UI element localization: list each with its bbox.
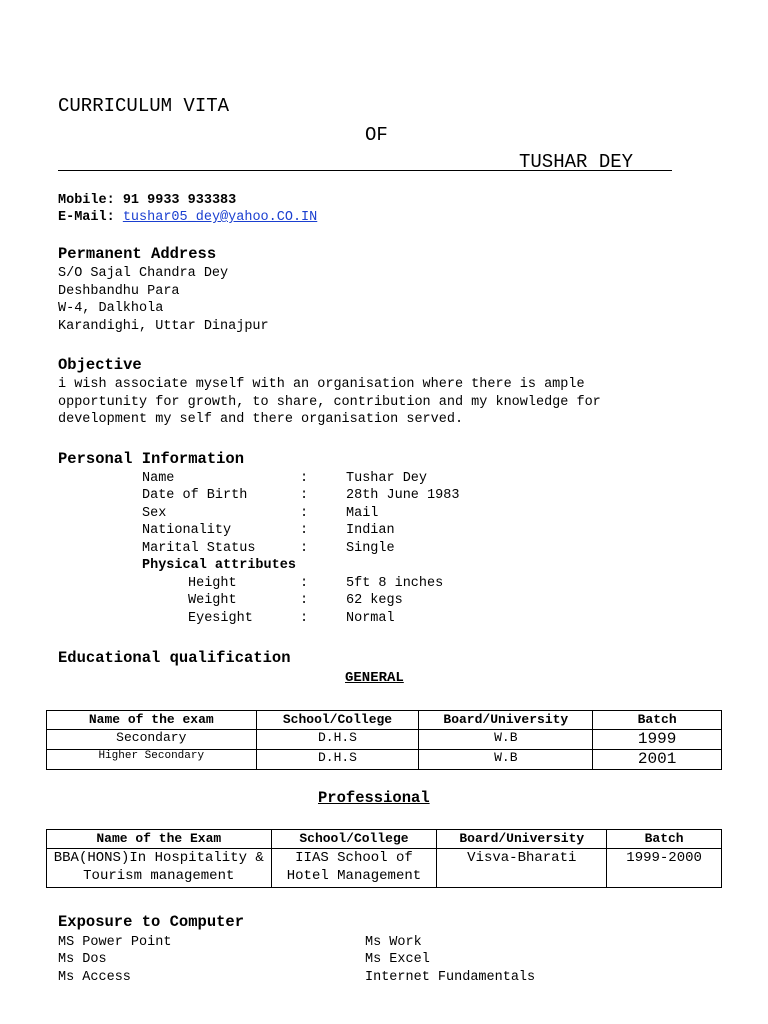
table-cell: W.B [419, 750, 593, 770]
mobile-label: Mobile: [58, 193, 115, 208]
table-header-cell: Name of the Exam [47, 830, 272, 849]
table-cell: D.H.S [256, 750, 419, 770]
personal-separator: : [300, 471, 309, 486]
address-line: Karandighi, Uttar Dinajpur [58, 319, 269, 334]
table-header-cell: Board/University [437, 830, 607, 849]
table-row [47, 730, 722, 750]
personal-value: Mail [346, 506, 379, 521]
physical-label: Weight [188, 593, 237, 608]
computer-skill: Ms Dos [58, 952, 107, 967]
personal-separator: : [300, 488, 309, 503]
email-line [58, 209, 317, 227]
physical-heading: Physical attributes [142, 558, 296, 573]
education-heading: Educational qualification [58, 649, 291, 667]
personal-value: 28th June 1983 [346, 488, 460, 503]
table-header-cell: Board/University [419, 711, 593, 730]
objective-line: development my self and there organisation served. [58, 412, 464, 427]
personal-separator: : [300, 541, 309, 556]
computer-skill: MS Power Point [58, 935, 172, 950]
professional-heading: Professional [318, 789, 430, 807]
personal-label: Nationality [142, 523, 232, 538]
table-header-cell: School/College [256, 711, 419, 730]
table-cell: Visva-Bharati [437, 849, 607, 888]
physical-value: 62 kegs [346, 593, 403, 608]
table-header-cell: Batch [593, 711, 722, 730]
computer-skill: Ms Access [58, 970, 131, 985]
table-header-cell: Name of the exam [47, 711, 257, 730]
address-line: Deshbandhu Para [58, 284, 180, 299]
candidate-name: TUSHAR DEY [519, 151, 634, 173]
physical-separator: : [300, 576, 309, 591]
objective-heading: Objective [58, 356, 142, 374]
computer-heading: Exposure to Computer [58, 913, 245, 931]
table-header-row [47, 830, 722, 849]
table-row [47, 750, 722, 770]
personal-label: Date of Birth [142, 488, 248, 503]
physical-value: 5ft 8 inches [346, 576, 444, 591]
address-line: W-4, Dalkhola [58, 301, 164, 316]
personal-heading: Personal Information [58, 450, 245, 468]
computer-skill: Ms Excel [365, 952, 430, 967]
table-cell: W.B [419, 730, 593, 750]
general-heading: GENERAL [345, 670, 404, 686]
table-header-cell: Batch [607, 830, 722, 849]
mobile-line [58, 192, 236, 210]
table-cell: BBA(HONS)In Hospitality & Tourism management [47, 849, 272, 888]
personal-separator: : [300, 523, 309, 538]
mobile-value: 91 9933 933383 [122, 193, 237, 208]
address-line: S/O Sajal Chandra Dey [58, 266, 229, 281]
table-cell: D.H.S [256, 730, 419, 750]
table-header-cell: School/College [271, 830, 437, 849]
table-cell: 1999-2000 [607, 849, 722, 888]
objective-line: opportunity for growth, to share, contribution and my knowledge for [58, 395, 601, 410]
cv-title: CURRICULUM VITA [58, 95, 230, 117]
table-cell: IIAS School of Hotel Management [271, 849, 437, 888]
cv-title-of: OF [365, 124, 388, 146]
computer-skill: Ms Work [365, 935, 422, 950]
personal-label: Name [142, 471, 175, 486]
address-heading: Permanent Address [58, 245, 217, 263]
computer-skill: Internet Fundamentals [365, 970, 536, 985]
personal-label: Marital Status [142, 541, 256, 556]
physical-label: Height [188, 576, 237, 591]
objective-line: i wish associate myself with an organisation where there is ample [58, 377, 585, 392]
table-header-row [47, 711, 722, 730]
physical-label: Eyesight [188, 611, 253, 626]
header-rule [58, 170, 672, 171]
table-cell: 2001 [593, 750, 722, 770]
physical-separator: : [300, 611, 309, 626]
table-cell: 1999 [593, 730, 722, 750]
personal-value: Tushar Dey [346, 471, 428, 486]
general-table [46, 710, 722, 770]
table-cell: Higher Secondary [47, 750, 257, 770]
email-label: E-Mail: [58, 210, 115, 225]
personal-separator: : [300, 506, 309, 521]
physical-value: Normal [346, 611, 395, 626]
personal-label: Sex [142, 506, 167, 521]
professional-table [46, 829, 722, 888]
personal-value: Single [346, 541, 395, 556]
table-cell: Secondary [47, 730, 257, 750]
personal-value: Indian [346, 523, 395, 538]
physical-separator: : [300, 593, 309, 608]
email-link[interactable]: tushar05_dey@yahoo.CO.IN [122, 210, 318, 225]
table-row [47, 849, 722, 888]
